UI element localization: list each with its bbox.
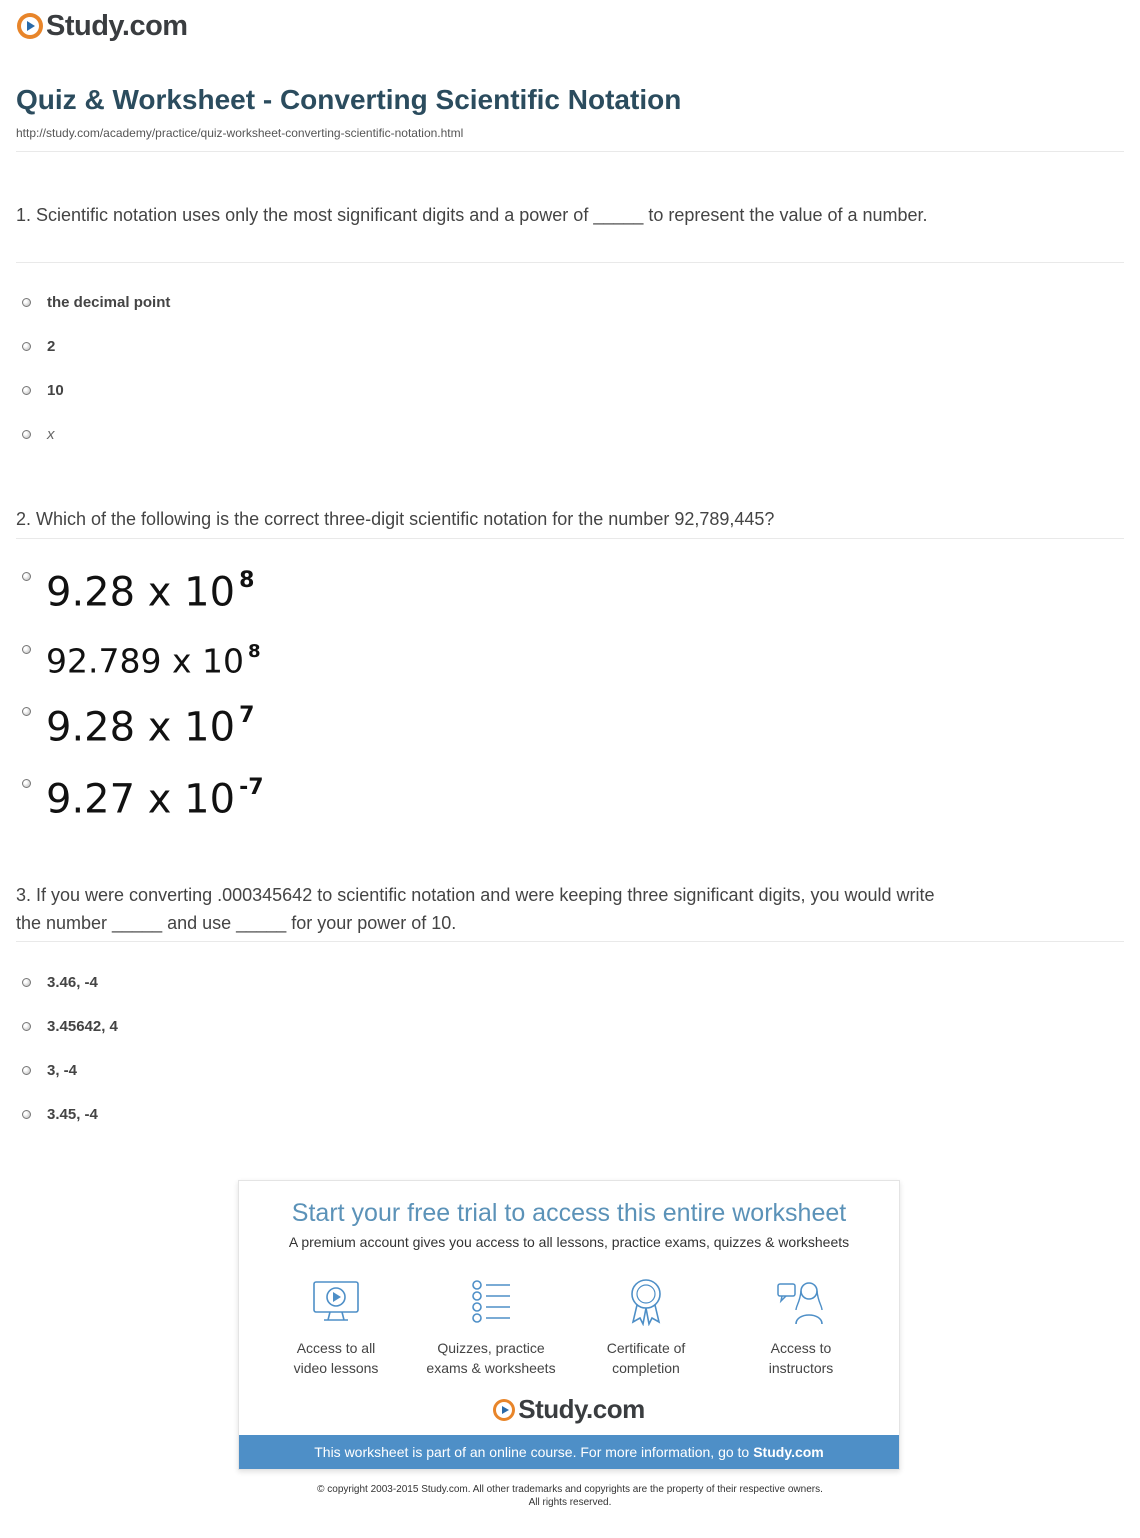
video-lesson-icon xyxy=(311,1276,361,1326)
option-label: the decimal point xyxy=(47,294,171,311)
feature-label: Certificate of completion xyxy=(606,1340,686,1376)
page-title: Quiz & Worksheet - Converting Scientific Notation xyxy=(16,84,682,115)
feature-certificate xyxy=(576,1276,716,1378)
quiz-list-icon xyxy=(466,1276,516,1326)
feature-label: Access to all video lessons xyxy=(293,1340,379,1376)
question-3-text: 3. If you were converting .000345642 to scientific notation and were keeping three significant digits, you would write the number _____ and use _____ for your power of 10. xyxy=(16,885,935,933)
option-label: x xyxy=(47,426,55,443)
radio-button[interactable] xyxy=(22,645,31,654)
divider xyxy=(16,538,1124,539)
promo-title: Start your free trial to access this entire worksheet xyxy=(291,1199,847,1227)
question-2-option-3[interactable] xyxy=(22,703,322,763)
question-3-option-2[interactable] xyxy=(22,1018,118,1035)
radio-button[interactable] xyxy=(22,1110,31,1119)
question-3-option-3[interactable] xyxy=(22,1062,77,1079)
divider xyxy=(16,262,1124,263)
option-label: 3.45642, 4 xyxy=(47,1018,118,1035)
study-link[interactable]: Study.com xyxy=(753,1444,824,1460)
question-2-option-1[interactable] xyxy=(22,568,322,628)
feature-quizzes xyxy=(421,1276,561,1378)
question-1-option-4[interactable] xyxy=(22,426,55,443)
promo-study-logo[interactable] xyxy=(239,1394,899,1425)
feature-label: Quizzes, practice exams & worksheets xyxy=(426,1340,556,1376)
promo-footer-text: This worksheet is part of an online course. For more information, go to xyxy=(314,1444,750,1460)
question-1-option-1[interactable] xyxy=(22,294,170,311)
question-1-option-2[interactable] xyxy=(22,338,55,355)
page-url: http://study.com/academy/practice/quiz-worksheet-converting-scientific-notation.html xyxy=(16,126,464,140)
copyright-notice: © copyright 2003-2015 Study.com. All other trademarks and copyrights are the property of their respective owners. All rights reserved. xyxy=(317,1484,823,1508)
feature-label: Access to instructors xyxy=(768,1340,834,1376)
radio-button[interactable] xyxy=(22,978,31,987)
radio-button[interactable] xyxy=(22,386,31,395)
radio-button[interactable] xyxy=(22,779,31,788)
radio-button[interactable] xyxy=(22,430,31,439)
question-2-option-4[interactable] xyxy=(22,775,322,835)
play-logo-icon xyxy=(17,13,43,39)
option-label: 3.45, -4 xyxy=(47,1106,98,1123)
option-label: 9.28 x 10 $^8$ xyxy=(46,568,255,616)
radio-button[interactable] xyxy=(22,572,31,581)
divider xyxy=(16,151,1124,152)
radio-button[interactable] xyxy=(22,1022,31,1031)
option-label: 10 xyxy=(47,382,64,399)
logo-text: Study.com xyxy=(46,9,188,42)
study-logo[interactable] xyxy=(17,9,188,43)
question-2-text: 2. Which of the following is the correct three-digit scientific notation for the number 92,789,445? xyxy=(16,509,775,529)
certificate-icon xyxy=(621,1276,671,1326)
promo-subtitle: A premium account gives you access to all lessons, practice exams, quizzes & worksheets xyxy=(288,1234,850,1250)
feature-instructors xyxy=(731,1276,871,1378)
option-label: 3, -4 xyxy=(47,1062,78,1079)
option-label: 9.28 x 10 $^7$ xyxy=(46,703,255,751)
promo-footer-bar[interactable] xyxy=(239,1435,899,1469)
question-1-option-3[interactable] xyxy=(22,382,64,399)
radio-button[interactable] xyxy=(22,1066,31,1075)
question-1-text: 1. Scientific notation uses only the most significant digits and a power of _____ to represent the value of a number. xyxy=(16,205,928,225)
question-3-option-1[interactable] xyxy=(22,974,98,991)
option-label: 3.46, -4 xyxy=(47,974,98,991)
play-logo-icon xyxy=(493,1399,515,1421)
free-trial-promo[interactable] xyxy=(238,1180,900,1470)
radio-button[interactable] xyxy=(22,707,31,716)
option-label: 9.27 x 10 $^{-7}$ xyxy=(46,775,264,823)
option-label: 2 xyxy=(47,338,56,355)
divider xyxy=(16,941,1124,942)
radio-button[interactable] xyxy=(22,298,31,307)
logo-text: Study.com xyxy=(518,1394,645,1424)
question-2-option-2[interactable] xyxy=(22,641,322,685)
instructor-icon xyxy=(776,1276,826,1326)
feature-video-lessons xyxy=(266,1276,406,1378)
question-3-option-4[interactable] xyxy=(22,1106,98,1123)
radio-button[interactable] xyxy=(22,342,31,351)
option-label: 92.789 x 10 $^8$ xyxy=(46,641,261,681)
